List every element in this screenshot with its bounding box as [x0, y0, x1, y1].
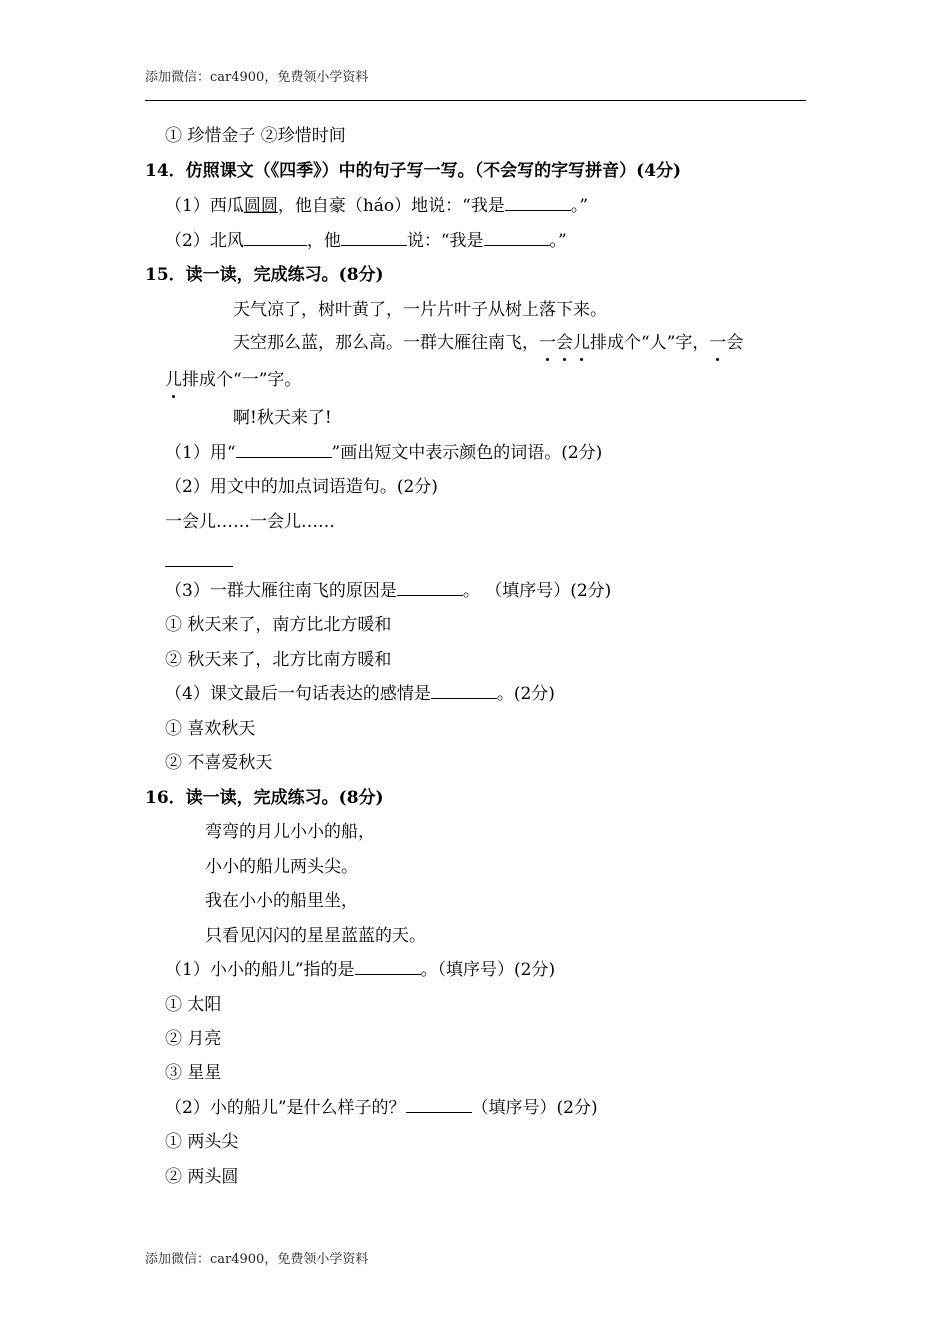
- q15-sub4-option-1: ① 喜欢秋天: [165, 719, 256, 739]
- q16-sub2-part-b: （填序号）(2分): [471, 1098, 598, 1118]
- q15-sub3-part-b: 。 （填序号）(2分): [462, 581, 612, 601]
- page-header: 添加微信：car4900，免费领小学资料: [145, 70, 369, 85]
- q15-sub3-blank[interactable]: [397, 579, 463, 596]
- q15-sub3-option-1: ① 秋天来了，南方比北方暖和: [165, 615, 392, 635]
- q16-poem-line-2: 小小的船儿两头尖。: [205, 857, 358, 877]
- q14-s1-blank[interactable]: [505, 194, 571, 211]
- q15-title: 15．读一读，完成练习。(8分): [145, 265, 384, 285]
- q16-poem-line-1: 弯弯的月儿小小的船，: [205, 822, 375, 842]
- q15-passage-p2: [233, 331, 743, 355]
- q15-sub2-answer-line[interactable]: [165, 566, 233, 567]
- q16-sub1-blank[interactable]: [355, 958, 421, 975]
- header-rule: [145, 100, 806, 101]
- q15-sub1-part-a: （1）用“: [165, 443, 236, 463]
- q14-sentence-1: [165, 194, 588, 218]
- q16-sub2-blank[interactable]: [406, 1096, 472, 1113]
- q14-title: 14．仿照课文（《四季》）中的句子写一写。（不会写的字写拼音）(4分): [145, 161, 682, 181]
- q15-dotted-char-4: 一: [709, 333, 727, 353]
- q16-poem-line-3: 我在小小的船里坐，: [205, 891, 358, 911]
- q14-s2-part-b: ，他: [306, 231, 341, 251]
- q15-sub3: [165, 579, 611, 603]
- q15-sub4: [165, 682, 555, 706]
- q15-sub4-part-b: 。(2分): [496, 684, 555, 704]
- q15-sub4-option-2: ② 不喜爱秋天: [165, 753, 273, 773]
- q16-sub1-option-3: ③ 星星: [165, 1063, 222, 1083]
- q14-s2-blank-1[interactable]: [244, 229, 307, 246]
- q16-sub2: [165, 1096, 598, 1120]
- q16-sub2-option-2: ② 两头圆: [165, 1167, 239, 1187]
- q15-p2-part-c: 会: [726, 333, 744, 353]
- q15-passage-p3: [165, 368, 301, 392]
- q14-s1-part-a: （1）西瓜: [165, 196, 244, 216]
- q14-s2-part-c: 说：“我是: [406, 231, 484, 251]
- q15-dotted-char-1: 一: [539, 333, 556, 353]
- q16-sub1: [165, 958, 555, 982]
- q15-dotted-char-3: 儿: [573, 333, 590, 353]
- q15-passage-p1: 天气凉了，树叶黄了，一片片叶子从树上落下来。: [233, 300, 607, 320]
- q14-s2-part-a: （2）北风: [165, 231, 244, 251]
- q14-s1-part-b: ，他自豪（háo）地说：“我是: [277, 196, 505, 216]
- q14-s2-part-d: 。”: [549, 231, 567, 251]
- q14-s1-part-c: 。”: [570, 196, 589, 216]
- q15-sub1: [165, 441, 602, 465]
- q15-sub4-blank[interactable]: [431, 682, 497, 699]
- q15-dotted-char-2: 会: [556, 333, 573, 353]
- q15-passage-p4: 啊!秋天来了!: [233, 408, 332, 428]
- q16-sub1-option-2: ② 月亮: [165, 1029, 222, 1049]
- q16-title: 16．读一读，完成练习。(8分): [145, 788, 384, 808]
- page-footer: 添加微信：car4900，免费领小学资料: [145, 1252, 369, 1267]
- q15-sub1-line: [236, 441, 332, 458]
- q16-sub1-part-a: （1）小小的船儿”指的是: [165, 960, 355, 980]
- q16-sub1-part-b: 。（填序号）(2分): [420, 960, 556, 980]
- q15-dotted-char-5: 儿: [165, 370, 182, 390]
- q15-p3-text: 排成个“一”字。: [182, 370, 302, 390]
- q15-p2-part-b: 排成个“人”字，: [590, 333, 710, 353]
- q16-sub2-option-1: ① 两头尖: [165, 1132, 239, 1152]
- q14-s1-underlined: 圆圆: [243, 196, 278, 216]
- q16-sub1-option-1: ① 太阳: [165, 995, 222, 1015]
- q14-sentence-2: [165, 229, 567, 253]
- q16-sub2-part-a: （2）小的船儿”是什么样子的？: [165, 1098, 406, 1118]
- q15-sub3-option-2: ② 秋天来了，北方比南方暖和: [165, 650, 392, 670]
- q16-poem-line-4: 只看见闪闪的星星蓝蓝的天。: [205, 926, 426, 946]
- q15-sub2: （2）用文中的加点词语造句。(2分): [165, 477, 438, 497]
- q15-sub1-part-b: ”画出短文中表示颜色的词语。(2分): [331, 443, 603, 463]
- q15-sub2-prompt: 一会儿……一会儿……: [165, 512, 335, 532]
- q14-s2-blank-2[interactable]: [341, 229, 407, 246]
- q13-options: ① 珍惜金子 ②珍惜时间: [165, 126, 346, 146]
- q14-s2-blank-3[interactable]: [484, 229, 550, 246]
- q15-sub4-part-a: （4）课文最后一句话表达的感情是: [165, 684, 431, 704]
- q15-p2-part-a: 天空那么蓝，那么高。一群大雁往南飞，: [233, 333, 539, 353]
- q15-sub3-part-a: （3）一群大雁往南飞的原因是: [165, 581, 397, 601]
